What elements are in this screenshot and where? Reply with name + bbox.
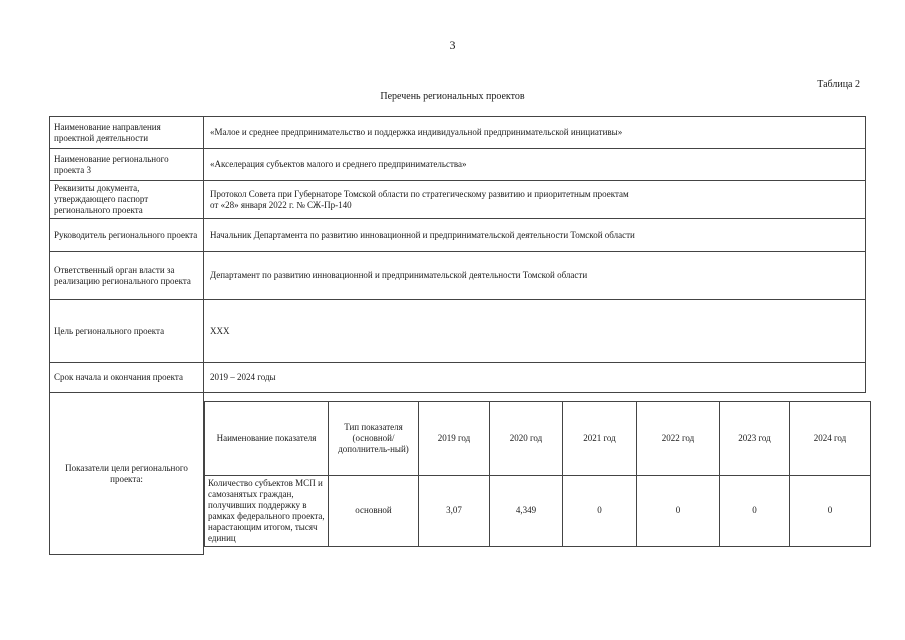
table-row xyxy=(50,363,866,393)
table-row xyxy=(50,181,866,219)
header-indicator-name: Наименование показателя xyxy=(205,401,329,475)
value-2021: 0 xyxy=(563,475,637,546)
row-value-goal: XXX xyxy=(204,300,866,363)
row-value-responsible: Департамент по развитию инновационной и предпринимательской деятельности Томской области xyxy=(204,252,866,300)
page-number: 3 xyxy=(449,38,456,52)
row-label-head: Руководитель регионального проекта xyxy=(50,219,204,252)
indicator-name: Количество субъектов МСП и самозанятых граждан, получивших поддержку в рамках федерального проекта, нарастающим итогом, тысяч единиц xyxy=(205,475,329,546)
header-year-2023: 2023 год xyxy=(720,401,790,475)
document-line-2: от «28» января 2022 г. № СЖ-Пр-140 xyxy=(210,199,352,210)
header-year-2021: 2021 год xyxy=(563,401,637,475)
indicator-data-row xyxy=(205,475,871,546)
indicators-row xyxy=(50,393,866,555)
row-label-project-name: Наименование регионального проекта 3 xyxy=(50,149,204,181)
row-label-period: Срок начала и окончания проекта xyxy=(50,363,204,393)
row-label-document: Реквизиты документа, утверждающего паспорт регионального проекта xyxy=(50,181,204,219)
table-row xyxy=(50,117,866,149)
table-row xyxy=(50,219,866,252)
value-2019: 3,07 xyxy=(419,475,490,546)
value-2020: 4,349 xyxy=(490,475,563,546)
indicators-table xyxy=(204,401,871,547)
table-row xyxy=(50,252,866,300)
document-line-1: Протокол Совета при Губернаторе Томской области по стратегическому развитию и приоритетным проектам xyxy=(210,188,629,199)
table-row xyxy=(50,149,866,181)
indicators-cell xyxy=(204,393,866,555)
row-label-goal: Цель регионального проекта xyxy=(50,300,204,363)
row-label-responsible: Ответственный орган власти за реализацию регионального проекта xyxy=(50,252,204,300)
indicators-header-row xyxy=(205,401,871,475)
value-2024: 0 xyxy=(790,475,871,546)
table-label: Таблица 2 xyxy=(817,79,860,90)
table-title: Перечень региональных проектов xyxy=(380,91,525,102)
indicators-label: Показатели цели регионального проекта: xyxy=(50,393,204,555)
table-row xyxy=(50,300,866,363)
row-value-head: Начальник Департамента по развитию инновационной и предпринимательской деятельности Томской области xyxy=(204,219,866,252)
row-value-direction: «Малое и среднее предпринимательство и поддержка индивидуальной предпринимательской инициативы» xyxy=(204,117,866,149)
row-value-project-name: «Акселерация субъектов малого и среднего предпринимательства» xyxy=(204,149,866,181)
row-label-direction: Наименование направления проектной деятельности xyxy=(50,117,204,149)
value-2022: 0 xyxy=(637,475,720,546)
header-year-2024: 2024 год xyxy=(790,401,871,475)
header-year-2020: 2020 год xyxy=(490,401,563,475)
value-2023: 0 xyxy=(720,475,790,546)
indicator-type: основной xyxy=(329,475,419,546)
row-value-document xyxy=(204,181,866,219)
row-value-period: 2019 – 2024 годы xyxy=(204,363,866,393)
regional-projects-table xyxy=(49,116,866,555)
header-indicator-type: Тип показателя (основной/ дополнитель-ный) xyxy=(329,401,419,475)
header-year-2019: 2019 год xyxy=(419,401,490,475)
header-year-2022: 2022 год xyxy=(637,401,720,475)
